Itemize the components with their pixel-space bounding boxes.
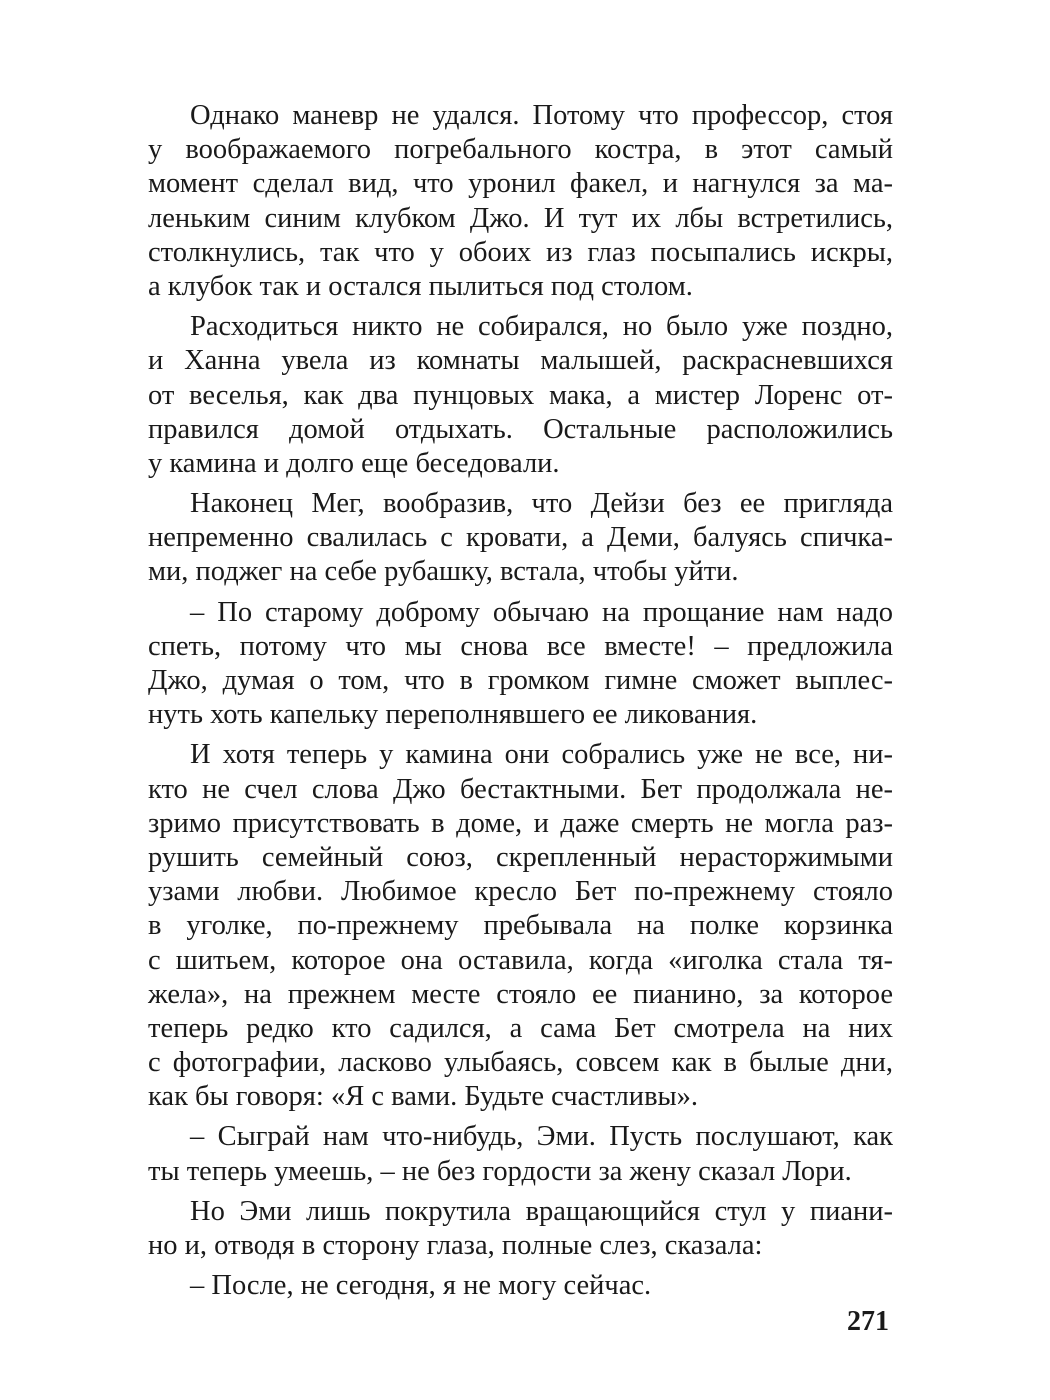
text-line: и Ханна увела из комнаты малышей, раскрасневшихся (148, 345, 893, 377)
paragraph (148, 596, 893, 733)
text-line: – Сыграй нам что-нибудь, Эми. Пусть послушают, как (190, 1121, 893, 1153)
text-line: с фотографии, ласково улыбаясь, совсем как в былые дни, (148, 1047, 893, 1079)
text-line: рушить семейный союз, скрепленный нерасторжимыми (148, 841, 893, 873)
text-line: Но Эми лишь покрутила вращающийся стул у пиани- (190, 1195, 893, 1227)
paragraph (148, 99, 893, 304)
text-line: теперь редко кто садился, а сама Бет смотрела на них (148, 1012, 893, 1044)
body-text (148, 99, 893, 1309)
paragraph (148, 1120, 893, 1188)
text-line: ми, поджег на себе рубашку, встала, чтобы уйти. (148, 556, 739, 588)
text-line: столкнулись, так что у обоих из глаз посыпались искры, (148, 236, 893, 268)
text-line: как бы говоря: «Я с вами. Будьте счастливы». (148, 1081, 699, 1113)
paragraph (148, 310, 893, 481)
paragraph (148, 1195, 893, 1263)
text-line: узами любви. Любимое кресло Бет по-прежнему стояло (148, 876, 893, 908)
text-line: Наконец Мег, вообразив, что Дейзи без ее пригляда (190, 488, 893, 520)
text-line: момент сделал вид, что уронил факел, и нагнулся за ма- (148, 168, 893, 200)
text-line: непременно свалилась с кровати, а Деми, балуясь спичка- (148, 522, 893, 554)
text-line: ты теперь умеешь, – не без гордости за жену сказал Лори. (148, 1155, 852, 1187)
text-line: зримо присутствовать в доме, и даже смерть не могла раз- (148, 807, 893, 839)
text-line: Джо, думая о том, что в громком гимне сможет выплес- (148, 665, 893, 696)
text-line: правился домой отдыхать. Остальные расположились (148, 413, 893, 445)
paragraph (148, 1269, 893, 1303)
text-line: от веселья, как два пунцовых мака, а мистер Лоренс от- (148, 379, 893, 411)
text-line: – После, не сегодня, я не могу сейчас. (190, 1270, 652, 1302)
paragraph (148, 738, 893, 1114)
text-line: в уголке, по-прежнему пребывала на полке корзинка (148, 910, 893, 942)
text-line: Расходиться никто не собирался, но было уже поздно, (190, 311, 893, 343)
text-line: у камина и долго еще беседовали. (148, 447, 560, 479)
text-line: кто не счел слова Джо бестактными. Бет продолжала не- (148, 773, 893, 805)
text-line: у воображаемого погребального костра, в этот самый (148, 134, 893, 166)
text-line: с шитьем, которое она оставила, когда «иголка стала тя- (148, 944, 893, 976)
text-line: но и, отводя в сторону глаза, полные слез, сказала: (148, 1230, 763, 1261)
text-line: спеть, потому что мы снова все вместе! – предложила (148, 630, 893, 662)
text-line: жела», на прежнем месте стояло ее пианино, за которое (148, 978, 893, 1010)
text-line: И хотя теперь у камина они собрались уже не все, ни- (190, 739, 893, 771)
page-number: 271 (847, 1306, 889, 1337)
text-line: Однако маневр не удался. Потому что профессор, стоя (190, 100, 893, 131)
text-line: – По старому доброму обычаю на прощание нам надо (190, 596, 893, 628)
text-line: нуть хоть капельку переполнявшего ее ликования. (148, 699, 758, 731)
text-line: леньким синим клубком Джо. И тут их лбы встретились, (148, 202, 893, 234)
paragraph (148, 487, 893, 590)
text-line: а клубок так и остался пылиться под столом. (148, 270, 693, 302)
